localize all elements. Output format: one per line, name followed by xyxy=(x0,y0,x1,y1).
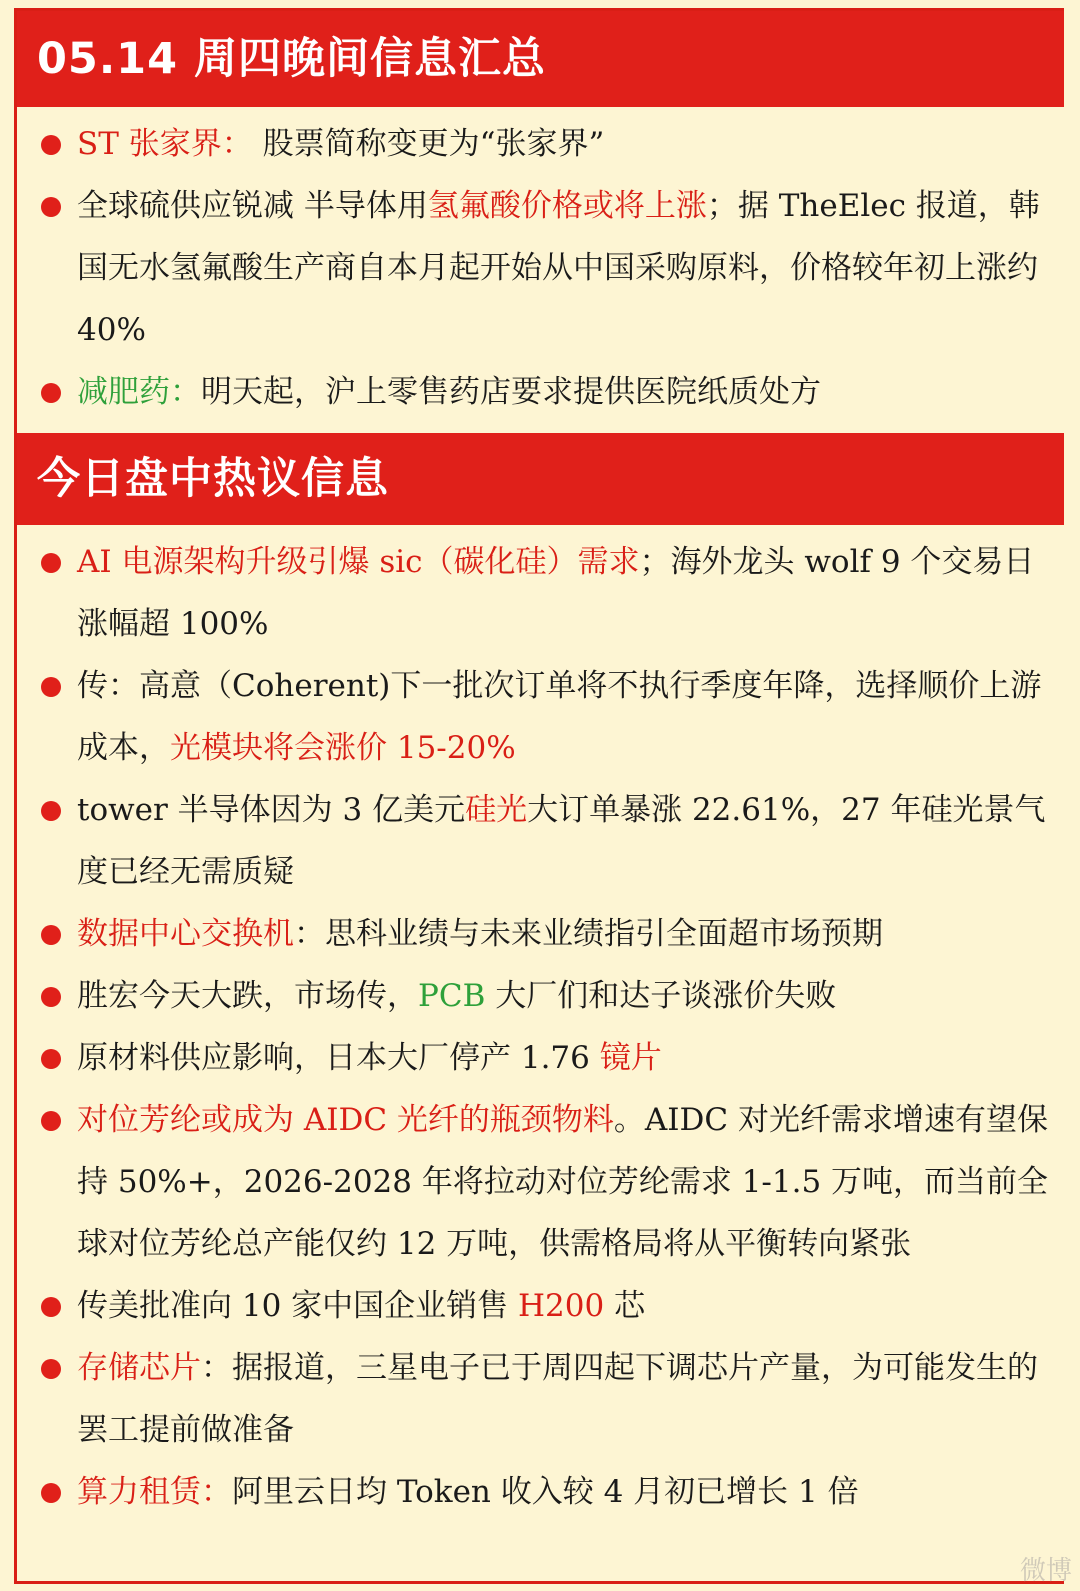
bullet-icon xyxy=(41,1111,61,1131)
news-item xyxy=(37,1275,1064,1337)
news-text: 芯 xyxy=(604,1288,646,1324)
highlight-text: H200 xyxy=(518,1288,605,1324)
bullet-icon xyxy=(41,1297,61,1317)
news-text: ；据 TheElec 报道，韩国无水氢氟酸生产商自本月起开始从中国采购原料，价格较年初上涨约 40% xyxy=(77,188,1040,348)
highlight-text: 氢氟酸价格或将上涨 xyxy=(427,188,707,224)
news-text: 大订单暴涨 22.61%，27 年硅光景气度已经无需质疑 xyxy=(77,792,1046,890)
watermark: 微博 xyxy=(1019,1556,1072,1586)
bullet-icon xyxy=(41,801,61,821)
bullet-icon xyxy=(41,135,61,155)
highlight-text: 硅光 xyxy=(465,792,528,828)
news-text: 传美批准向 10 家中国企业销售 xyxy=(77,1288,519,1324)
news-text: ；海外龙头 wolf 9 个交易日涨幅超 100% xyxy=(77,544,1035,642)
section-title: 05.14 周四晚间信息汇总 xyxy=(37,34,546,84)
news-text: 阿里云日均 Token 收入较 4 月初已增长 1 倍 xyxy=(232,1474,859,1510)
news-text: 胜宏今天大跌，市场传， xyxy=(77,978,418,1014)
news-item xyxy=(37,113,1064,175)
news-item xyxy=(37,903,1064,965)
news-item xyxy=(37,175,1064,361)
bullet-icon xyxy=(41,383,61,403)
highlight-text: 存储芯片 xyxy=(77,1350,201,1386)
bullet-icon xyxy=(41,553,61,573)
news-item xyxy=(37,1461,1064,1523)
section-title: 今日盘中热议信息 xyxy=(37,454,389,504)
news-item xyxy=(37,965,1064,1027)
highlight-text: 数据中心交换机 xyxy=(77,916,294,952)
news-text: 股票简称变更为“张家界” xyxy=(252,126,605,162)
news-text: 大厂们和达子谈涨价失败 xyxy=(485,978,837,1014)
news-text: 传：高意（Coherent)下一批次订单将不执行季度年降，选择顺价上游成本， xyxy=(77,668,1042,766)
news-item xyxy=(37,1337,1064,1461)
news-card xyxy=(14,8,1064,1584)
highlight-text: PCB xyxy=(418,978,486,1014)
bullet-icon xyxy=(41,677,61,697)
highlight-text: AI 电源架构升级引爆 sic（碳化硅）需求 xyxy=(77,544,640,580)
highlight-text: 算力租赁： xyxy=(77,1474,232,1510)
news-text: 原材料供应影响，日本大厂停产 1.76 xyxy=(77,1040,600,1076)
news-item xyxy=(37,531,1064,655)
news-list-evening xyxy=(17,107,1064,423)
news-text: ：思科业绩与未来业绩指引全面超市场预期 xyxy=(294,916,883,952)
news-item xyxy=(37,1089,1064,1275)
highlight-text: 镜片 xyxy=(599,1040,662,1076)
bullet-icon xyxy=(41,197,61,217)
news-text: 全球硫供应锐减 半导体用 xyxy=(77,188,428,224)
highlight-text: 对位芳纶或成为 AIDC 光纤的瓶颈物料 xyxy=(77,1102,614,1138)
bullet-icon xyxy=(41,1049,61,1069)
news-text: ：据报道，三星电子已于周四起下调芯片产量，为可能发生的罢工提前做准备 xyxy=(77,1350,1038,1448)
bullet-icon xyxy=(41,925,61,945)
highlight-text: ST 张家界： xyxy=(77,126,253,162)
section-header-evening xyxy=(17,11,1064,107)
bullet-icon xyxy=(41,1359,61,1379)
news-text: 。AIDC 对光纤需求增速有望保持 50%+，2026-2028 年将拉动对位芳纶需求 1-1.5 万吨，而当前全球对位芳纶总产能仅约 12 万吨，供需格局将从平衡转向紧张 xyxy=(77,1102,1049,1262)
highlight-text: 减肥药： xyxy=(77,374,201,410)
news-item xyxy=(37,655,1064,779)
news-text: 明天起，沪上零售药店要求提供医院纸质处方 xyxy=(201,374,821,410)
news-item xyxy=(37,779,1064,903)
highlight-text: 光模块将会涨价 15-20% xyxy=(170,730,516,766)
section-header-intraday xyxy=(17,433,1064,525)
news-item xyxy=(37,1027,1064,1089)
news-text: tower 半导体因为 3 亿美元 xyxy=(77,792,466,828)
news-list-intraday xyxy=(17,525,1064,1523)
news-item xyxy=(37,361,1064,423)
bullet-icon xyxy=(41,987,61,1007)
bullet-icon xyxy=(41,1483,61,1503)
